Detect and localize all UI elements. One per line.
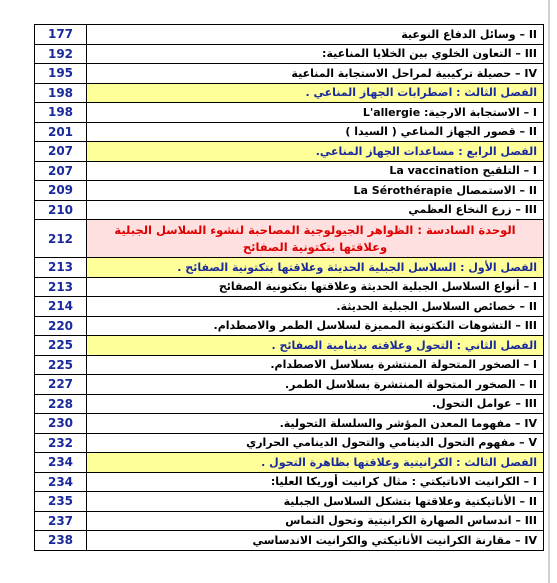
page-number: 213 xyxy=(35,277,87,297)
entry-title: الفصل الأول : السلاسل الجبلية الحديثة وعلاقتها بتكتونية الصفائح . xyxy=(87,258,544,278)
entry-title: I – الاستجابة الارجية: L'allergie xyxy=(87,103,544,123)
table-row xyxy=(35,394,544,414)
page-number: 227 xyxy=(35,375,87,395)
entry-title: I – الكرانيت الاناتيكتي : مثال كرانيت أوريكا العليا: xyxy=(87,472,544,492)
table-row xyxy=(35,122,544,142)
entry-title: الفصل الثالث : الكرانيتية وعلاقتها بظاهرة التحول . xyxy=(87,453,544,473)
page-number: 237 xyxy=(35,511,87,531)
table-row xyxy=(35,277,544,297)
page-number: 234 xyxy=(35,472,87,492)
entry-title: III – عوامل التحول. xyxy=(87,394,544,414)
page-number: 209 xyxy=(35,181,87,201)
page-margin xyxy=(0,0,34,583)
table-row xyxy=(35,355,544,375)
chapter-row xyxy=(35,336,544,356)
entry-title: II – الاستمصال La Sérothérapie xyxy=(87,181,544,201)
table-row xyxy=(35,414,544,434)
entry-title: II – الأناتيكتية وعلاقتها بتشكل السلاسل الجبلية xyxy=(87,492,544,512)
table-row xyxy=(35,64,544,84)
page-number: 214 xyxy=(35,297,87,317)
page-number: 228 xyxy=(35,394,87,414)
chapter-row xyxy=(35,453,544,473)
table-row xyxy=(35,375,544,395)
page-number: 232 xyxy=(35,433,87,453)
entry-title: III – اندساس الصهارة الكرانيتية وتحول التماس xyxy=(87,511,544,531)
entry-title: II – وسائل الدفاع النوعية xyxy=(87,25,544,45)
table-row xyxy=(35,316,544,336)
entry-title: III – زرع النخاع العظمي xyxy=(87,200,544,220)
unit-row xyxy=(35,220,544,258)
chapter-row xyxy=(35,142,544,162)
entry-title: I – أنواع السلاسل الجبلية الحديثة وعلاقتها بتكتونية الصفائح xyxy=(87,277,544,297)
chapter-row xyxy=(35,83,544,103)
page-number: 220 xyxy=(35,316,87,336)
entry-title: الوحدة السادسة : الظواهر الجيولوجية المصاحبة لنشوء السلاسل الجبلية وعلاقتها بتكتونية الصفائح xyxy=(87,220,544,258)
table-row xyxy=(35,200,544,220)
toc-body xyxy=(35,25,544,551)
page-number: 212 xyxy=(35,220,87,258)
entry-title: I – التلقيح La vaccination xyxy=(87,161,544,181)
entry-title: IV – حصيلة تركيبية لمراحل الاستجابة المناعية xyxy=(87,64,544,84)
table-row xyxy=(35,297,544,317)
table-row xyxy=(35,44,544,64)
entry-title: IV – مفهوما المعدن المؤشر والسلسلة التحولية. xyxy=(87,414,544,434)
page-number: 225 xyxy=(35,355,87,375)
page-number: 235 xyxy=(35,492,87,512)
page-number: 225 xyxy=(35,336,87,356)
table-row xyxy=(35,472,544,492)
chapter-row xyxy=(35,258,544,278)
entry-title: III – التشوهات التكتونية المميزة لسلاسل الطمر والاصطدام. xyxy=(87,316,544,336)
entry-title: II – خصائص السلاسل الجبلية الحديثة. xyxy=(87,297,544,317)
page-number: 201 xyxy=(35,122,87,142)
entry-title: III – التعاون الخلوي بين الخلايا المناعية: xyxy=(87,44,544,64)
page-number: 192 xyxy=(35,44,87,64)
page-border xyxy=(548,0,550,583)
page-number: 234 xyxy=(35,453,87,473)
table-row xyxy=(35,531,544,551)
entry-title: II – قصور الجهاز المناعي ( السيدا ) xyxy=(87,122,544,142)
entry-title: الفصل الثاني : التحول وعلاقته بدينامية الصفائح . xyxy=(87,336,544,356)
page-number: 198 xyxy=(35,103,87,123)
entry-title: I – الصخور المتحولة المنتشرة بسلاسل الاصطدام. xyxy=(87,355,544,375)
table-of-contents xyxy=(34,24,544,551)
entry-title: الفصل الثالث : اضطرابات الجهاز المناعي . xyxy=(87,83,544,103)
page-number: 230 xyxy=(35,414,87,434)
table-row xyxy=(35,25,544,45)
entry-title: II – الصخور المتحولة المنتشرة بسلاسل الطمر. xyxy=(87,375,544,395)
page-number: 238 xyxy=(35,531,87,551)
page-number: 213 xyxy=(35,258,87,278)
table-row xyxy=(35,492,544,512)
page-number: 195 xyxy=(35,64,87,84)
entry-title: IV – مقارنة الكرانيت الأناتيكتي والكرانيت الاندساسي xyxy=(87,531,544,551)
page-number: 210 xyxy=(35,200,87,220)
page-number: 207 xyxy=(35,142,87,162)
page-number: 207 xyxy=(35,161,87,181)
page-number: 198 xyxy=(35,83,87,103)
table-row xyxy=(35,433,544,453)
table-row xyxy=(35,103,544,123)
entry-title: الفصل الرابع : مساعدات الجهاز المناعي. xyxy=(87,142,544,162)
table-row xyxy=(35,161,544,181)
page-number: 177 xyxy=(35,25,87,45)
table-row xyxy=(35,511,544,531)
table-row xyxy=(35,181,544,201)
entry-title: V – مفهوم التحول الدينامي والتحول الدينامي الحراري xyxy=(87,433,544,453)
